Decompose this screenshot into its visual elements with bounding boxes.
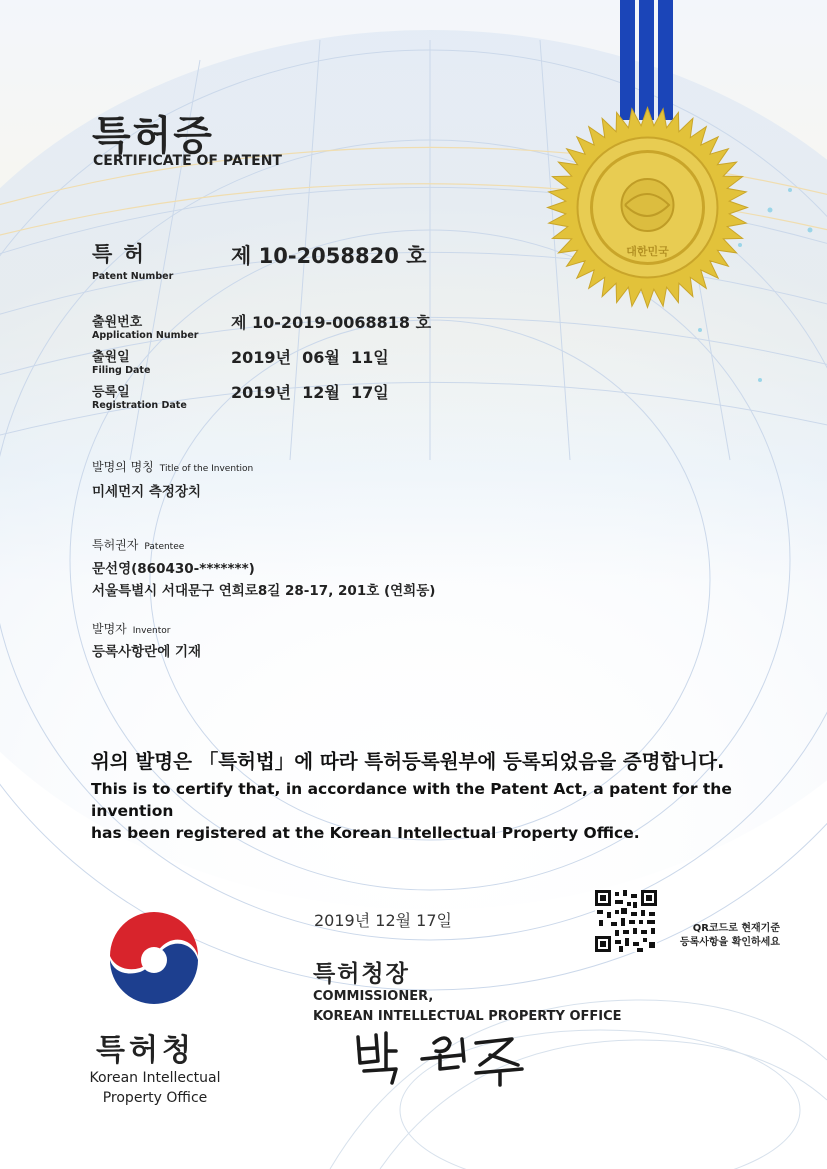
government-emblem-icon (106, 912, 202, 1008)
filing-date-label (92, 346, 150, 376)
issue-date: 2019년 12월 17일 (314, 911, 452, 930)
application-number-label-en: Application Number (92, 330, 199, 341)
ribbon-stripe (639, 0, 654, 120)
registration-date-label-ko: 등록일 (92, 385, 130, 400)
patent-number-label-ko: 특 허 (92, 242, 146, 266)
patentee-label-ko: 특허권자 (92, 538, 139, 552)
application-number-label-ko: 출원번호 (92, 315, 143, 330)
application-number-label (92, 311, 198, 341)
kipo-name-en (80, 1068, 230, 1108)
patent-number-label (92, 238, 173, 282)
invention-label (92, 458, 253, 475)
invention-label-en: Title of the Invention (159, 464, 254, 474)
patentee-name: 문선영(860430-*******) (92, 561, 255, 577)
patentee-label (92, 536, 184, 553)
ribbon-stripe (658, 0, 673, 120)
kipo-name-ko: 특허청 (96, 1033, 195, 1068)
kipo-name-en-line2: Property Office (102, 1090, 208, 1106)
patentee-address: 서울특별시 서대문구 연희로8길 28-17, 201호 (연희동) (92, 583, 436, 599)
registration-date-label-en: Registration Date (92, 400, 187, 411)
ribbon-stripe (620, 0, 635, 120)
commissioner-title-en (313, 987, 622, 1027)
inventor-label (92, 620, 170, 637)
patent-number-label-en: Patent Number (92, 271, 174, 282)
invention-label-ko: 발명의 명칭 (92, 460, 154, 474)
inventor-label-en: Inventor (132, 626, 171, 636)
invention-title: 미세먼지 측정장치 (92, 484, 202, 500)
signature-icon (350, 1025, 530, 1087)
application-number-value: 제 10-2019-0068818 호 (231, 313, 432, 332)
patent-number-value: 제 10-2058820 호 (231, 244, 427, 268)
inventor-label-ko: 발명자 (92, 622, 127, 636)
kipo-name-en-line1: Korean Intellectual (89, 1070, 221, 1086)
qr-note-line2: 등록사항을 확인하세요 (679, 937, 780, 948)
commissioner-title-en-line2: KOREAN INTELLECTUAL PROPERTY OFFICE (313, 1009, 622, 1024)
inventor-value: 등록사항란에 기재 (92, 644, 202, 660)
filing-date-label-en: Filing Date (92, 365, 151, 376)
certificate-title-ko: 특허증 (92, 113, 214, 159)
gold-seal-icon (545, 105, 750, 310)
patentee-label-en: Patentee (144, 542, 185, 552)
qr-note-line1: QR코드로 현재기준 (692, 923, 780, 934)
seal-text: 대한민국 (626, 245, 669, 258)
qr-note (662, 922, 780, 950)
registration-date-label (92, 381, 187, 411)
commissioner-title-ko: 특허청장 (313, 961, 410, 987)
certificate-title-en: CERTIFICATE OF PATENT (93, 153, 282, 169)
registration-date-value: 2019년 12월 17일 (231, 383, 389, 402)
certification-text-en (91, 778, 811, 844)
filing-date-value: 2019년 06월 11일 (231, 348, 389, 367)
commissioner-title-en-line1: COMMISSIONER, (313, 989, 434, 1004)
certification-text-en-line2: has been registered at the Korean Intellectual Property Office. (91, 824, 640, 842)
qr-code-icon (595, 890, 657, 952)
certification-text-en-line1: This is to certify that, in accordance with the Patent Act, a patent for the invention (91, 780, 732, 820)
certification-text-ko: 위의 발명은 「특허법」에 따라 특허등록원부에 등록되었음을 증명합니다. (91, 750, 725, 773)
filing-date-label-ko: 출원일 (92, 350, 130, 365)
